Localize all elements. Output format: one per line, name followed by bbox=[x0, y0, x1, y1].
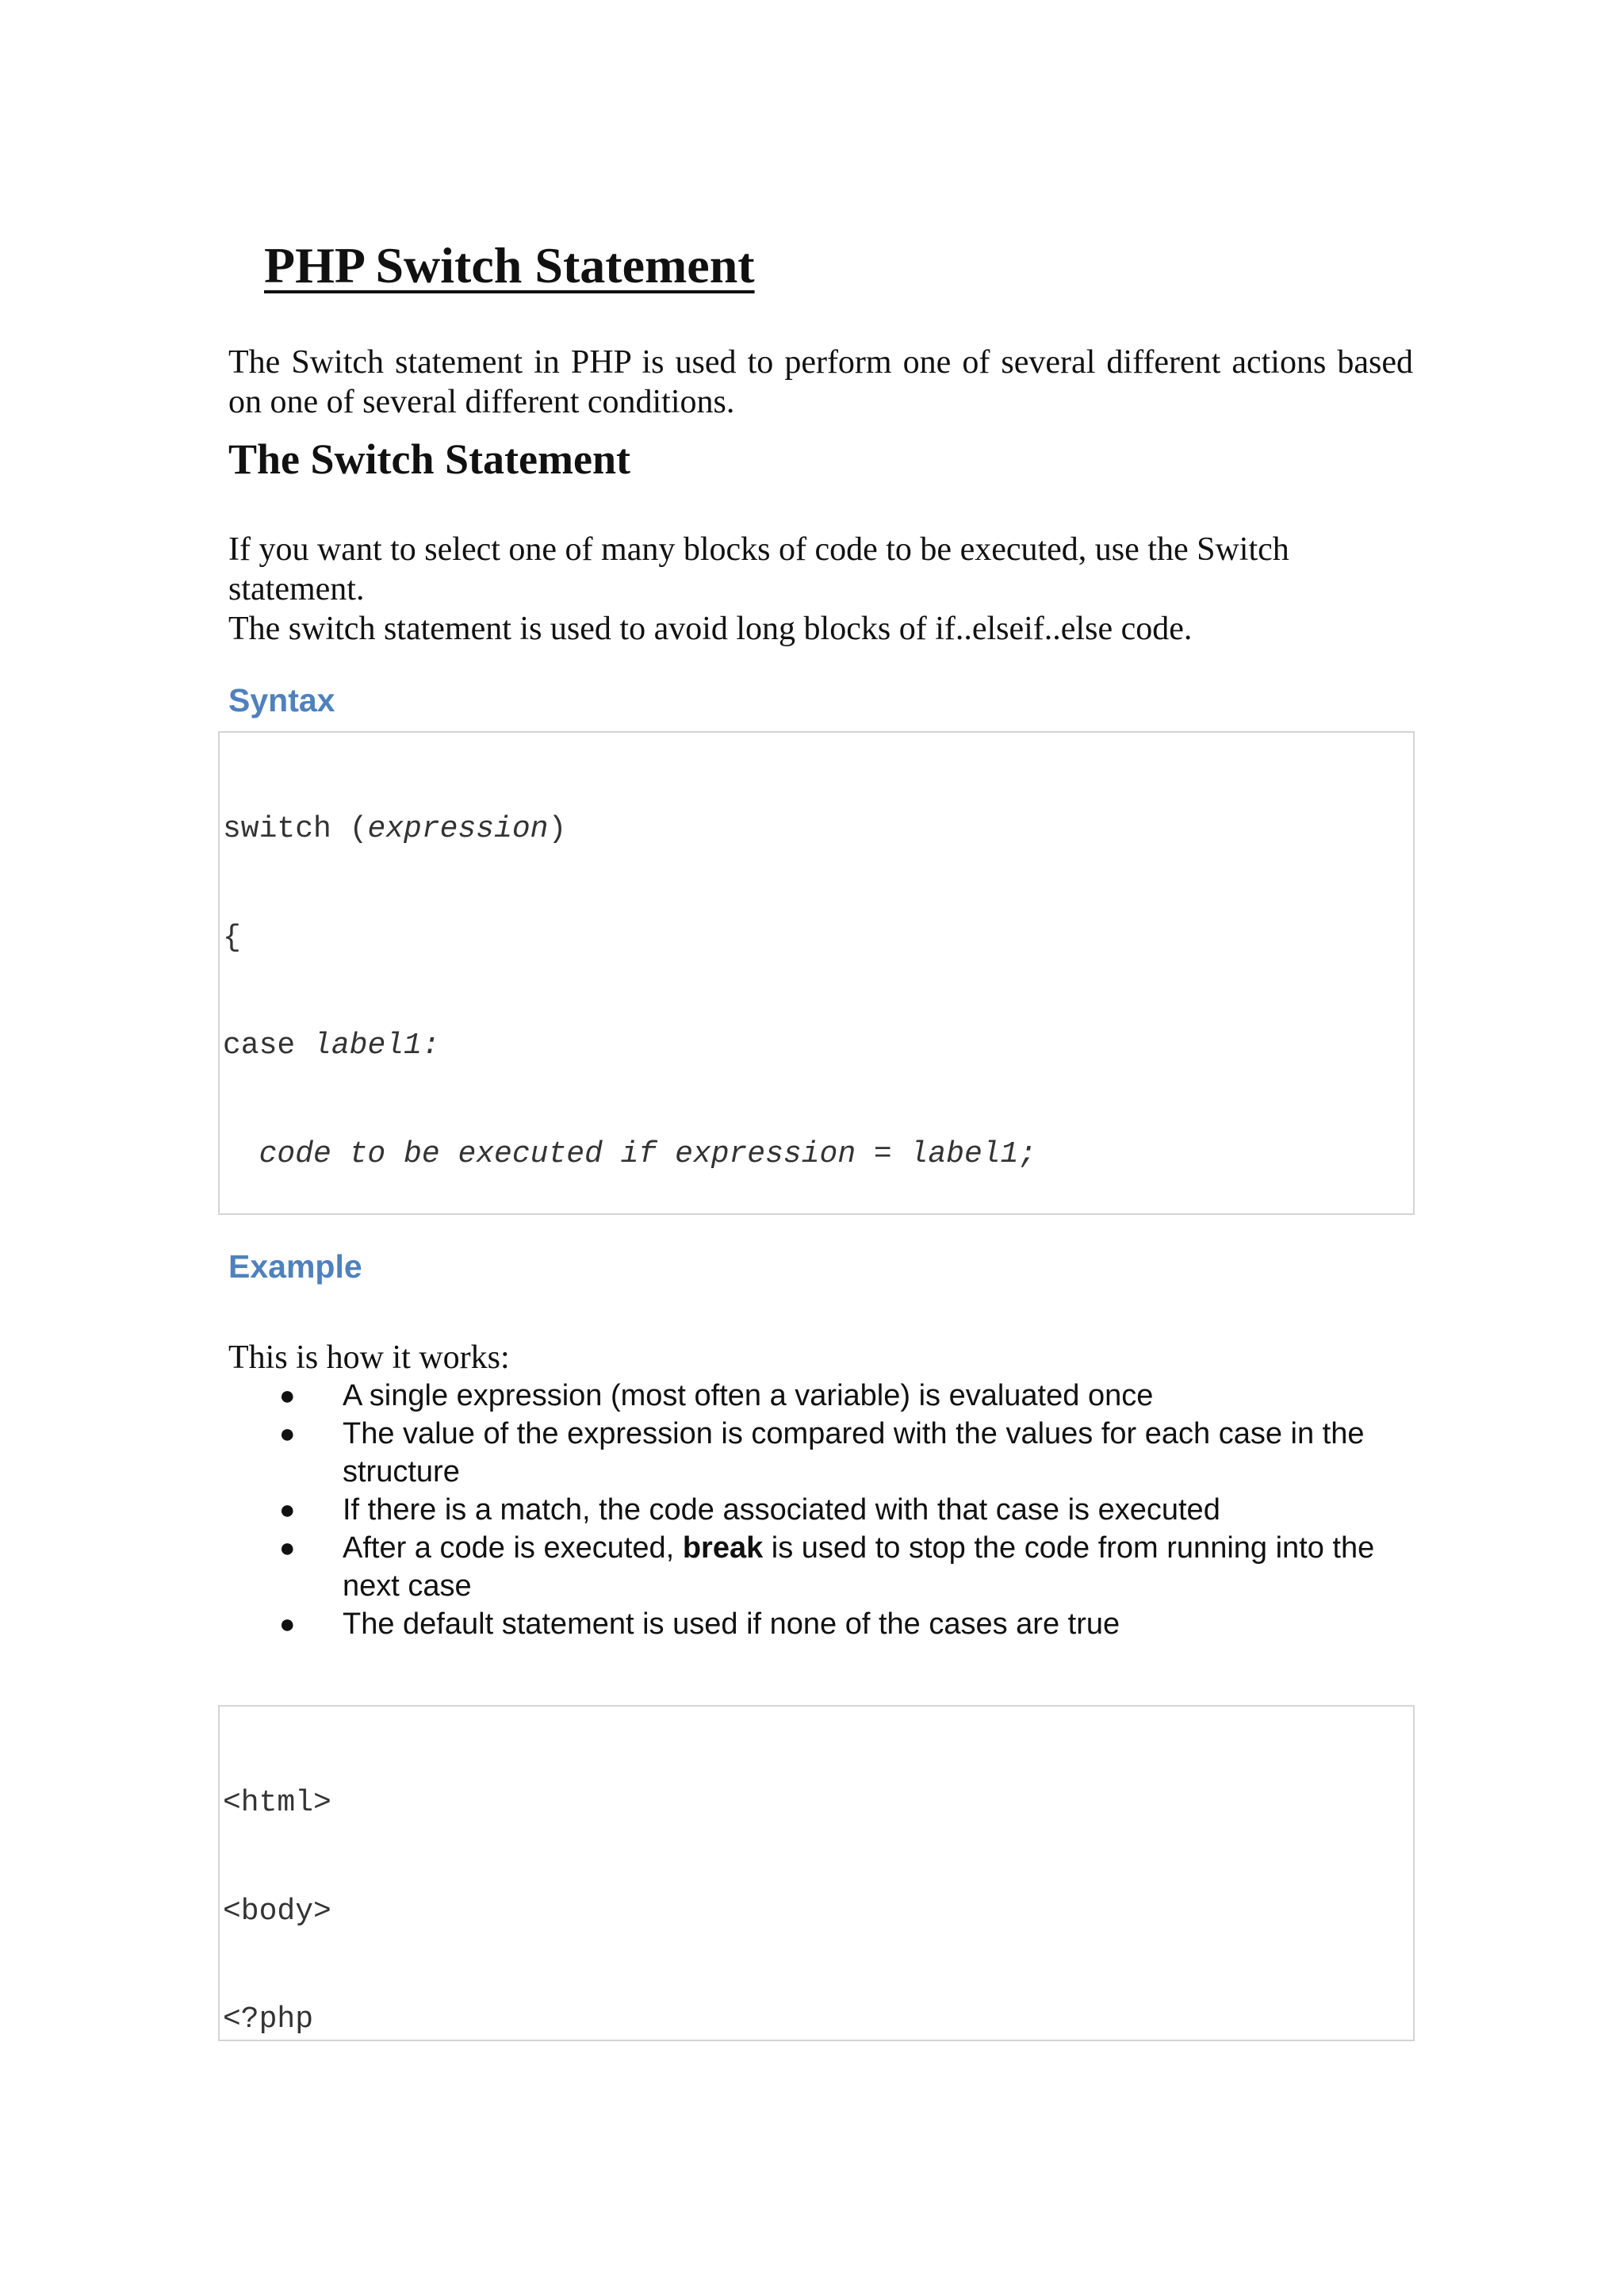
list-item: ● After a code is executed, break is used to stop the code from running into the next case bbox=[279, 1529, 1437, 1605]
bullet-icon: ● bbox=[279, 1609, 296, 1639]
code-line: switch (expression) bbox=[223, 812, 567, 846]
list-item: ● The value of the expression is compared with the values for each case in the structure bbox=[279, 1415, 1437, 1491]
paragraph-line: If you want to select one of many blocks of code to be executed, use the Switch bbox=[228, 531, 1289, 568]
code-line: code to be executed if expression = label1; bbox=[223, 1136, 1037, 1171]
syntax-code-block bbox=[218, 731, 1415, 1215]
bullet-icon: ● bbox=[279, 1495, 296, 1525]
bullet-list bbox=[279, 1377, 1437, 1643]
list-item: ● A single expression (most often a variable) is evaluated once bbox=[279, 1377, 1437, 1415]
page-title: PHP Switch Statement bbox=[264, 237, 755, 293]
intro-paragraph: The Switch statement in PHP is used to perform one of several different actions based on one of several different conditions. bbox=[228, 344, 1413, 420]
section-heading: The Switch Statement bbox=[228, 435, 630, 483]
example-code-block bbox=[218, 1705, 1415, 2041]
code-line: <body> bbox=[223, 1894, 331, 1929]
code-line: <?php bbox=[223, 2002, 314, 2036]
example-heading: Example bbox=[228, 1248, 362, 1285]
bullet-icon: ● bbox=[279, 1419, 296, 1449]
code-line: case label1: bbox=[223, 1029, 440, 1063]
code-line: { bbox=[223, 920, 241, 955]
list-item: ● If there is a match, the code associated with that case is executed bbox=[279, 1491, 1437, 1529]
paragraph-line: statement. bbox=[228, 571, 365, 607]
paragraph-line: The switch statement is used to avoid long blocks of if..elseif..else code. bbox=[228, 611, 1193, 647]
how-it-works-text: This is how it works: bbox=[228, 1339, 510, 1376]
syntax-heading: Syntax bbox=[228, 682, 335, 718]
bullet-icon: ● bbox=[279, 1381, 296, 1411]
code-line: <html> bbox=[223, 1786, 331, 1820]
bullet-icon: ● bbox=[279, 1533, 296, 1563]
list-item: ● The default statement is used if none of the cases are true bbox=[279, 1605, 1437, 1643]
